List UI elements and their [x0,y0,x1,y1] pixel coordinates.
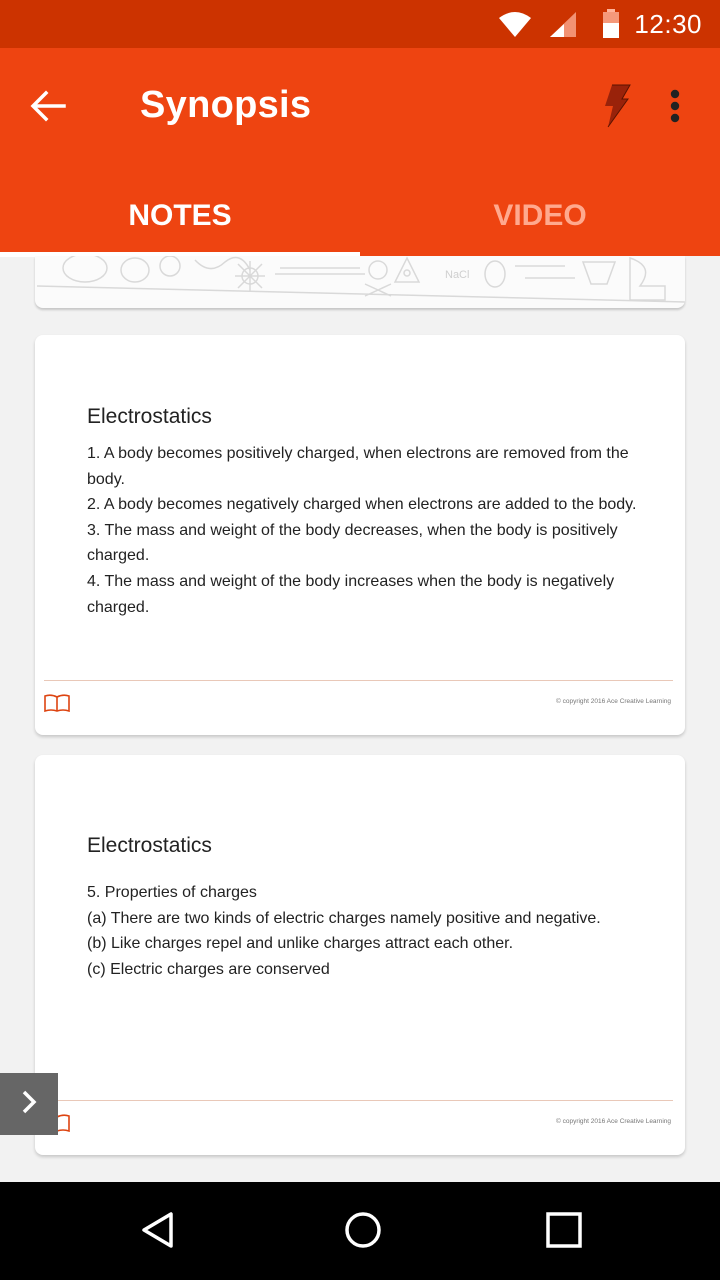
more-vert-icon [669,89,681,128]
card-title: Electrostatics [87,405,212,428]
note-line: (c) Electric charges are conserved [87,960,330,978]
copyright-text: © copyright 2016 Ace Creative Learning [556,1118,671,1125]
nav-recents-button[interactable] [536,1204,592,1260]
book-icon[interactable] [44,694,70,712]
note-card [35,755,685,1155]
card-body [87,441,657,620]
battery-icon [602,9,620,44]
card-body [87,880,657,982]
card-divider [44,1100,673,1101]
note-line: 3. The mass and weight of the body decreases, when the body is positively charged. [87,521,618,565]
flash-icon [601,84,631,133]
status-time: 12:30 [634,9,702,39]
copyright-text: © copyright 2016 Ace Creative Learning [556,698,671,705]
flash-button[interactable] [592,82,640,134]
tab-video[interactable]: VIDEO [493,199,587,232]
card-divider [44,680,673,681]
card-title: Electrostatics [87,834,212,857]
nav-back-icon [141,1211,175,1254]
tab-notes[interactable]: NOTES [128,199,232,232]
back-button[interactable] [22,82,74,134]
nav-home-icon [344,1211,382,1254]
signal-icon [548,10,578,43]
status-bar [0,0,720,48]
banner-formula: NaCl [445,269,470,281]
nav-recents-icon [546,1212,582,1253]
more-options-button[interactable] [652,82,698,134]
system-nav-bar [0,1182,720,1280]
note-line: 2. A body becomes negatively charged when electrons are added to the body. [87,496,637,514]
science-doodles-icon [35,256,685,308]
nav-home-button[interactable] [335,1204,391,1260]
chevron-right-icon [20,1089,38,1120]
note-line: 4. The mass and weight of the body increases when the body is negatively charged. [87,572,615,616]
note-line: 1. A body becomes positively charged, when electrons are removed from the body. [87,445,629,488]
app-bar [0,48,720,256]
note-card [35,335,685,735]
side-panel-toggle[interactable] [0,1073,58,1135]
wifi-icon [498,12,532,43]
arrow-left-icon [30,90,66,127]
note-line: (b) Like charges repel and unlike charges attract each other. [87,935,514,953]
note-line: 5. Properties of charges [87,884,257,901]
decorative-banner [35,256,685,308]
nav-back-button[interactable] [130,1204,186,1260]
notes-list[interactable] [0,256,720,1182]
note-line: (a) There are two kinds of electric charges namely positive and negative. [87,909,601,927]
page-title: Synopsis [140,84,312,126]
